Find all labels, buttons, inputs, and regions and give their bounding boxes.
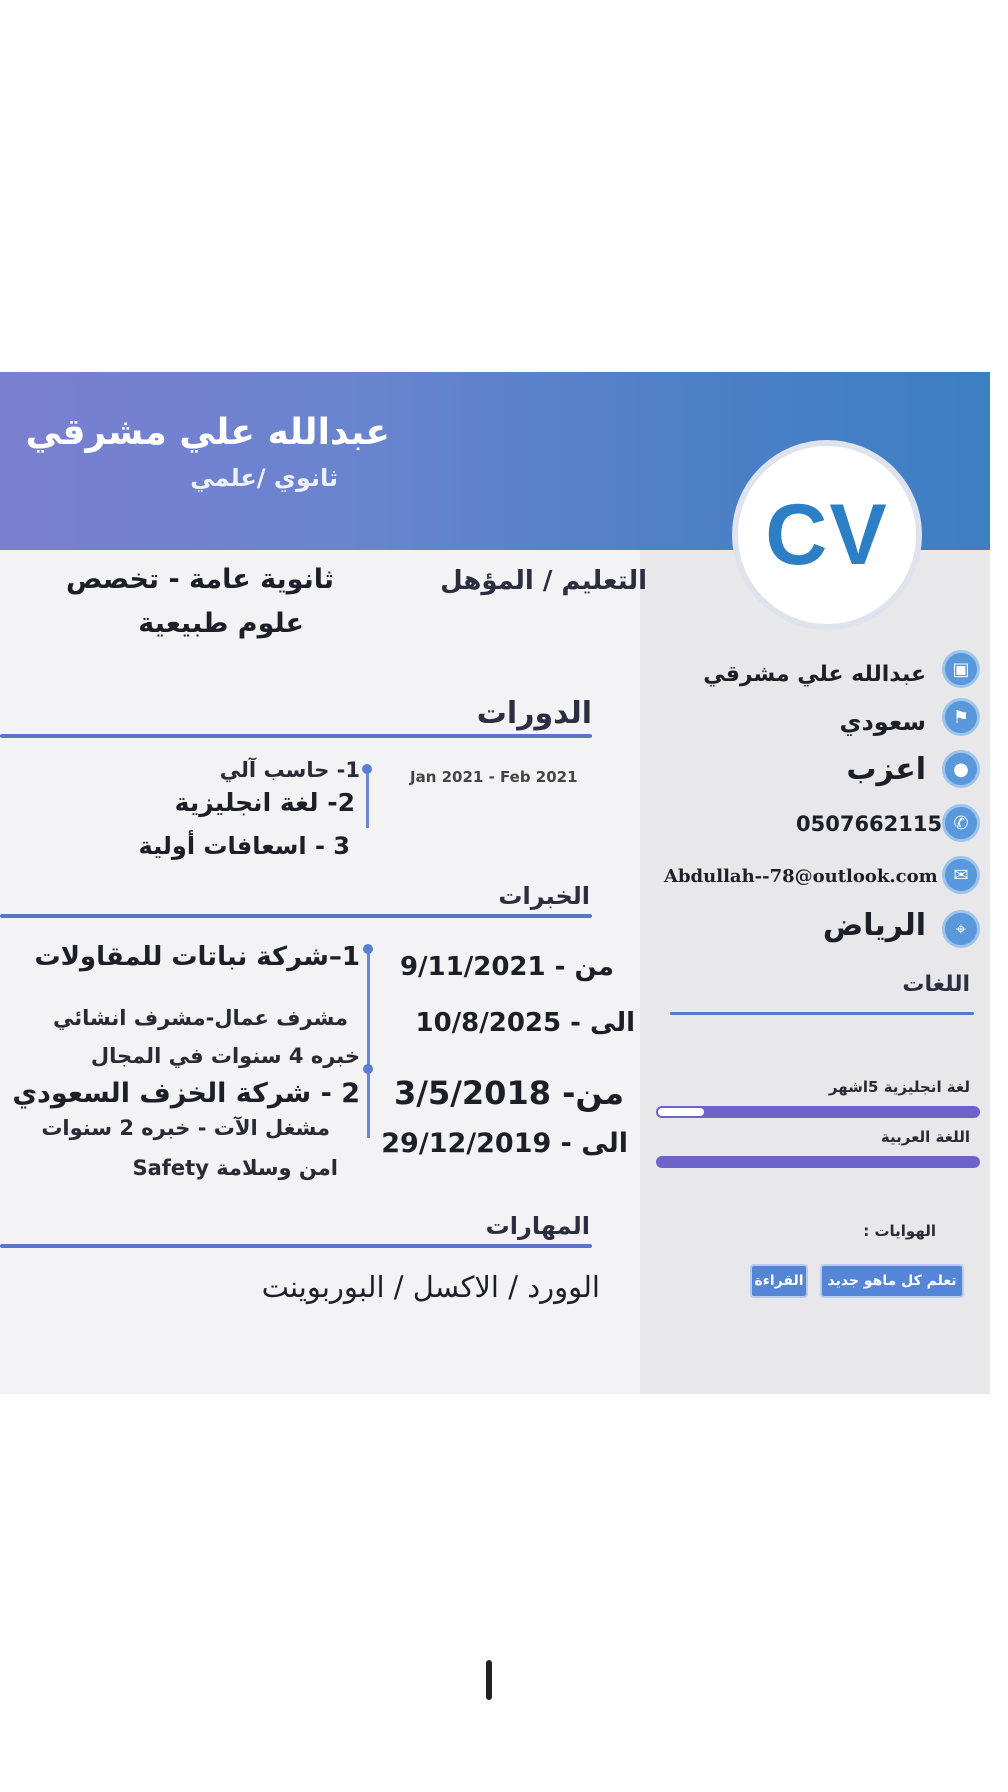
flag-icon: ⚑ [942, 698, 980, 736]
job-1-to: الى - 10/8/2025 [415, 1008, 635, 1038]
person-name: عبدالله علي مشرقي [25, 412, 390, 453]
contact-phone: 0507662115 [796, 812, 943, 836]
cv-badge [732, 440, 922, 630]
contact-status: اعزب [846, 752, 926, 787]
contact-name: عبدالله علي مشرقي [703, 662, 926, 687]
page-number-marker [486, 1660, 492, 1700]
person-icon: ● [942, 750, 980, 788]
mail-icon: ✉ [942, 856, 980, 894]
education-line-1: ثانوية عامة - تخصص [66, 564, 334, 595]
experience-dot-1 [363, 944, 373, 954]
languages-heading: اللغات [902, 972, 970, 997]
courses-timeline [366, 768, 369, 828]
skills-divider [0, 1244, 592, 1248]
job-1-from: من - 9/11/2021 [399, 952, 614, 982]
experience-dot-2 [363, 1064, 373, 1074]
job-1-company: 1–شركة نباتات للمقاولات [34, 942, 360, 972]
language-1-bar [656, 1106, 980, 1118]
job-1-years: خبره 4 سنوات في المجال [90, 1044, 360, 1068]
job-2-to: الى - 29/12/2019 [381, 1128, 628, 1159]
skills-heading: المهارات [485, 1212, 590, 1240]
contact-nationality: سعودي [839, 708, 926, 736]
course-item-1: 1- حاسب آلي [219, 758, 360, 782]
courses-date: Jan 2021 - Feb 2021 [410, 768, 578, 786]
contact-city: الرياض [822, 908, 926, 943]
job-2-from: من- 3/5/2018 [394, 1074, 624, 1112]
experience-heading: الخبرات [498, 882, 590, 910]
job-2-extra: امن وسلامة Safety [132, 1156, 338, 1180]
course-item-3: 3 - اسعافات أولية [138, 832, 350, 860]
person-qualification: ثانوي /علمي [190, 464, 338, 492]
skills-text: الوورد / الاكسل / البوربوينت [261, 1270, 600, 1304]
language-1-label: لغة انجليزية 5اشهر [828, 1078, 970, 1096]
hobby-chip-2: القراءة [750, 1264, 808, 1298]
education-heading: التعليم / المؤهل [440, 566, 647, 596]
location-pin-icon: ⌖ [942, 910, 980, 948]
cv-document [0, 372, 990, 1394]
hobby-chip-1: تعلم كل ماهو جديد [820, 1264, 964, 1298]
job-2-role: مشغل الآت - خبره 2 سنوات [41, 1116, 330, 1140]
phone-icon: ✆ [942, 804, 980, 842]
hobbies-heading: الهوايات : [863, 1222, 936, 1240]
language-1-bar-gap [658, 1108, 704, 1116]
id-card-icon: ▣ [942, 650, 980, 688]
language-2-bar [656, 1156, 980, 1168]
experience-timeline [367, 946, 370, 1138]
languages-divider [670, 1012, 974, 1015]
education-line-2: علوم طبيعية [138, 608, 304, 639]
cv-label: CV [765, 486, 889, 583]
course-item-2: 2- لغة انجليزية [174, 788, 355, 817]
courses-timeline-dot [362, 764, 372, 774]
courses-heading: الدورات [476, 696, 592, 731]
job-1-role: مشرف عمال-مشرف انشائي [53, 1006, 348, 1030]
experience-divider [0, 914, 592, 918]
language-2-label: اللغة العربية [880, 1128, 970, 1146]
courses-divider [0, 734, 592, 738]
job-2-company: 2 - شركة الخزف السعودي [12, 1078, 360, 1109]
contact-email: Abdullah--78@outlook.com [664, 866, 938, 887]
